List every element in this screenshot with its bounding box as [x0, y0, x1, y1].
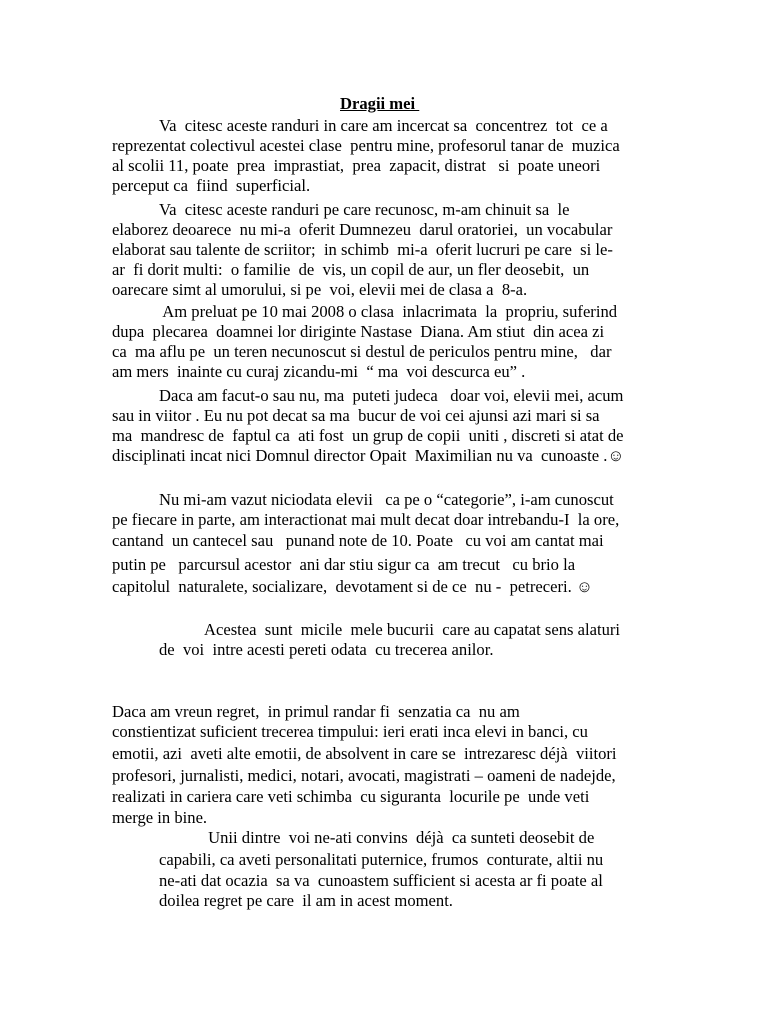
paragraph-6-line-1: Acestea sunt micile mele bucurii care au capatat sens alaturi: [204, 620, 621, 639]
paragraph-2-line-4: ar fi dorit multi: o familie de vis, un copil de aur, un fler deosebit, un: [112, 260, 590, 279]
paragraph-5-line-3: cantand un cantecel sau punand note de 10. Poate cu voi am cantat mai: [112, 531, 604, 550]
paragraph-3-line-1: Am preluat pe 10 mai 2008 o clasa inlacrimata la propriu, suferind: [159, 302, 618, 321]
paragraph-7-line-5: realizati in cariera care veti schimba cu siguranta locurile pe unde veti: [112, 787, 590, 806]
paragraph-7-line-3: emotii, azi aveti alte emotii, de absolvent in care se intrezaresc déjà viitori: [112, 744, 617, 763]
paragraph-7-line-1: Daca am vreun regret, in primul randar fi senzatia ca nu am: [112, 702, 520, 721]
paragraph-8-line-1: Unii dintre voi ne-ati convins déjà ca sunteti deosebit de: [204, 828, 595, 847]
paragraph-1-line-4: perceput ca fiind superficial.: [112, 176, 311, 195]
paragraph-1-line-2: reprezentat colectivul acestei clase pentru mine, profesorul tanar de muzica: [112, 136, 620, 155]
paragraph-4-line-4: disciplinati incat nici Domnul director Opait Maximilian nu va cunoaste .☺: [112, 446, 625, 465]
paragraph-3-line-4: am mers inainte cu curaj zicandu-mi “ ma voi descurca eu” .: [112, 362, 526, 381]
paragraph-7-line-2: constientizat suficient trecerea timpului: ieri erati inca elevi in banci, cu: [112, 722, 588, 741]
paragraph-1-line-3: al scolii 11, poate prea imprastiat, prea zapacit, distrat si poate uneori: [112, 156, 601, 175]
paragraph-4-line-3: ma mandresc de faptul ca ati fost un grup de copii uniti , discreti si atat de: [112, 426, 624, 445]
paragraph-2-line-2: elaborez deoarece nu mi-a oferit Dumnezeu darul oratoriei, un vocabular: [112, 220, 613, 239]
paragraph-6-line-2: de voi intre acesti pereti odata cu trecerea anilor.: [159, 640, 494, 659]
paragraph-5-line-5: capitolul naturalete, socializare, devotament si de ce nu - petreceri. ☺: [112, 577, 593, 596]
paragraph-8-line-2: capabili, ca aveti personalitati puternice, frumos conturate, altii nu: [159, 850, 604, 869]
paragraph-5-line-1: Nu mi-am vazut niciodata elevii ca pe o “categorie”, i-am cunoscut: [159, 490, 614, 509]
paragraph-4-line-1: Daca am facut-o sau nu, ma puteti judeca doar voi, elevii mei, acum: [159, 386, 624, 405]
paragraph-2-line-5: oarecare simt al umorului, si pe voi, elevii mei de clasa a 8-a.: [112, 280, 528, 299]
paragraph-3-line-2: dupa plecarea doamnei lor diriginte Nastase Diana. Am stiut din acea zi: [112, 322, 605, 341]
paragraph-2-line-3: elaborat sau talente de scriitor; in schimb mi-a oferit lucruri pe care si le-: [112, 240, 613, 259]
paragraph-3-line-3: ca ma aflu pe un teren necunoscut si destul de periculos pentru mine, dar: [112, 342, 612, 361]
paragraph-8-line-3: ne-ati dat ocazia sa va cunoastem sufficient si acesta ar fi poate al: [159, 871, 603, 890]
paragraph-8-line-4: doilea regret pe care il am in acest moment.: [159, 891, 453, 910]
paragraph-1-line-1: Va citesc aceste randuri in care am incercat sa concentrez tot ce a: [159, 116, 608, 135]
page-title: Dragii mei: [340, 94, 420, 113]
paragraph-7-line-4: profesori, jurnalisti, medici, notari, avocati, magistrati – oameni de nadejde,: [112, 766, 616, 785]
paragraph-4-line-2: sau in viitor . Eu nu pot decat sa ma bucur de voi cei ajunsi azi mari si sa: [112, 406, 600, 425]
paragraph-5-line-2: pe fiecare in parte, am interactionat mai mult decat doar intrebandu-I la ore,: [112, 510, 620, 529]
paragraph-5-line-4: putin pe parcursul acestor ani dar stiu sigur ca am trecut cu brio la: [112, 555, 576, 574]
paragraph-7-line-6: merge in bine.: [112, 808, 208, 827]
paragraph-2-line-1: Va citesc aceste randuri pe care recunosc, m-am chinuit sa le: [159, 200, 570, 219]
